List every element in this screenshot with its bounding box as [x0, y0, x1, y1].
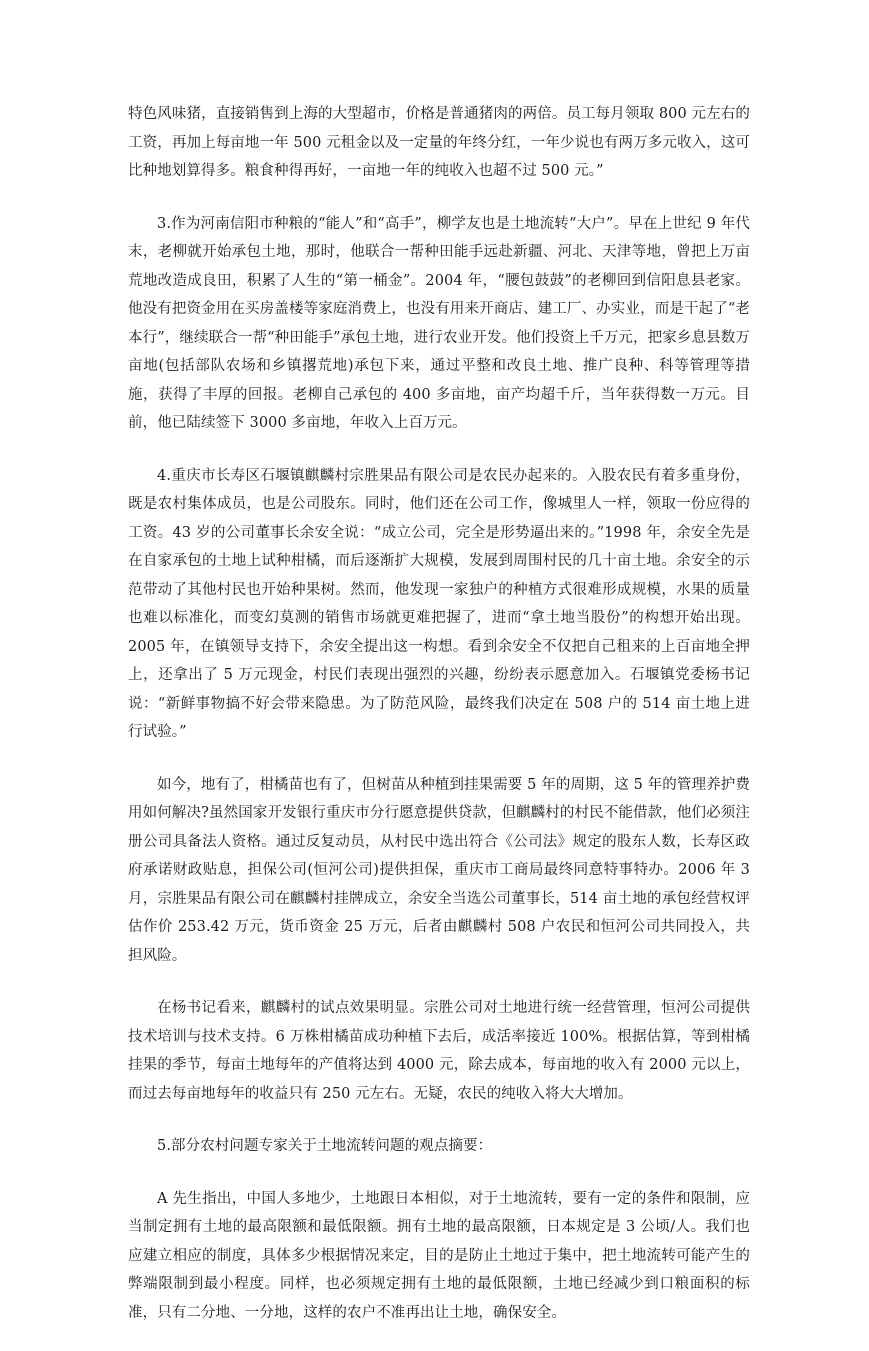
paragraph-case-4-funding: 如今，地有了，柑橘苗也有了，但树苗从种植到挂果需要 5 年的周期，这 5 年的管理养护费用如何解决?虽然国家开发银行重庆市分行愿意提供贷款，但麒麟村的村民不能借款，他们必须注册公司具备法人资格。通过反复动员，从村民中选出符合《公司法》规定的股东人数，长寿区政府承诺财政贴息，担保公司(恒河公司)提供担保，重庆市工商局最终同意特事特办。2006 年 3 月，宗胜果品有限公司在麒麟村挂牌成立，余安全当选公司董事长，514 亩土地的承包经营权评估作价 253.42 万元，货币资金 25 万元，后者由麒麟村 508 户农民和恒河公司共同投入，共担风险。: [128, 776, 750, 964]
paragraph-section-5-heading: 5.部分农村问题专家关于土地流转问题的观点摘要：: [157, 1138, 493, 1154]
document-page: [128, 100, 750, 1351]
paragraph-continuation: 特色风味猪，直接销售到上海的大型超市，价格是普通猪肉的两倍。员工每月领取 800 元左右的工资，再加上每亩地一年 500 元租金以及一定量的年终分红，一年少说也有两万多元收入，这可比种地划算得多。粮食种得再好，一亩地一年的纯收入也超不过 500 元。”: [128, 106, 750, 179]
paragraph-case-4: 4.重庆市长寿区石堰镇麒麟村宗胜果品有限公司是农民办起来的。入股农民有着多重身份，既是农村集体成员，也是公司股东。同时，他们还在公司工作，像城里人一样，领取一份应得的工资。43 岁的公司董事长余安全说：“成立公司，完全是形势逼出来的。”1998 年，余安全先是在自家承包的土地上试种柑橘，而后逐渐扩大规模，发展到周围村民的几十亩土地。余安全的示范带动了其他村民也开始种果树。然而，他发现一家独户的种植方式很难形成规模，水果的质量也难以标准化，而变幻莫测的销售市场就更难把握了，进而“拿土地当股份”的构想开始出现。2005 年，在镇领导支持下，余安全提出这一构想。看到余安全不仅把自己租来的上百亩地全押上，还拿出了 5 万元现金，村民们表现出强烈的兴趣，纷纷表示愿意加入。石堰镇党委杨书记说：“新鲜事物搞不好会带来隐患。为了防范风险，最终我们决定在 508 户的 514 亩土地上进行试验。”: [128, 467, 750, 740]
paragraph-case-4-results: 在杨书记看来，麒麟村的试点效果明显。宗胜公司对土地进行统一经营管理，恒河公司提供技术培训与技术支持。6 万株柑橘苗成功种植下去后，成活率接近 100%。根据估算，等到柑橘挂果的季节，每亩土地每年的产值将达到 4000 元，除去成本，每亩地的收入有 2000 元以上，而过去每亩地每年的收益只有 250 元左右。无疑，农民的纯收入将大大增加。: [128, 1000, 750, 1102]
paragraph-expert-a: A 先生指出，中国人多地少，土地跟日本相似，对于土地流转，要有一定的条件和限制，应当制定拥有土地的最高限额和最低限额。拥有土地的最高限额，日本规定是 3 公顷/人。我们也应建立相应的制度，具体多少根据情况来定，目的是防止土地过于集中，把土地流转可能产生的弊端限制到最小程度。同样，也必须规定拥有土地的最低限额，土地已经减少到口粮面积的标准，只有二分地、一分地，这样的农户不准再出让土地，确保安全。: [128, 1190, 750, 1321]
paragraph-case-3: 3.作为河南信阳市种粮的“能人”和“高手”，柳学友也是土地流转“大户”。早在上世纪 9 年代末，老柳就开始承包土地，那时，他联合一帮种田能手远赴新疆、河北、天津等地，曾把上万亩荒地改造成良田，积累了人生的“第一桶金”。2004 年，“腰包鼓鼓”的老柳回到信阳息县老家。他没有把资金用在买房盖楼等家庭消费上，也没有用来开商店、建工厂、办实业，而是干起了“老本行”，继续联合一帮“种田能手”承包土地，进行农业开发。他们投资上千万元，把家乡息县数万亩地(包括部队农场和乡镇撂荒地)承包下来，通过平整和改良土地、推广良种、科等管理等措施，获得了丰厚的回报。老柳自己承包的 400 多亩地，亩产均超千斤，当年获得数一万元。目前，他已陆续签下 3000 多亩地，年收入上百万元。: [128, 215, 750, 431]
